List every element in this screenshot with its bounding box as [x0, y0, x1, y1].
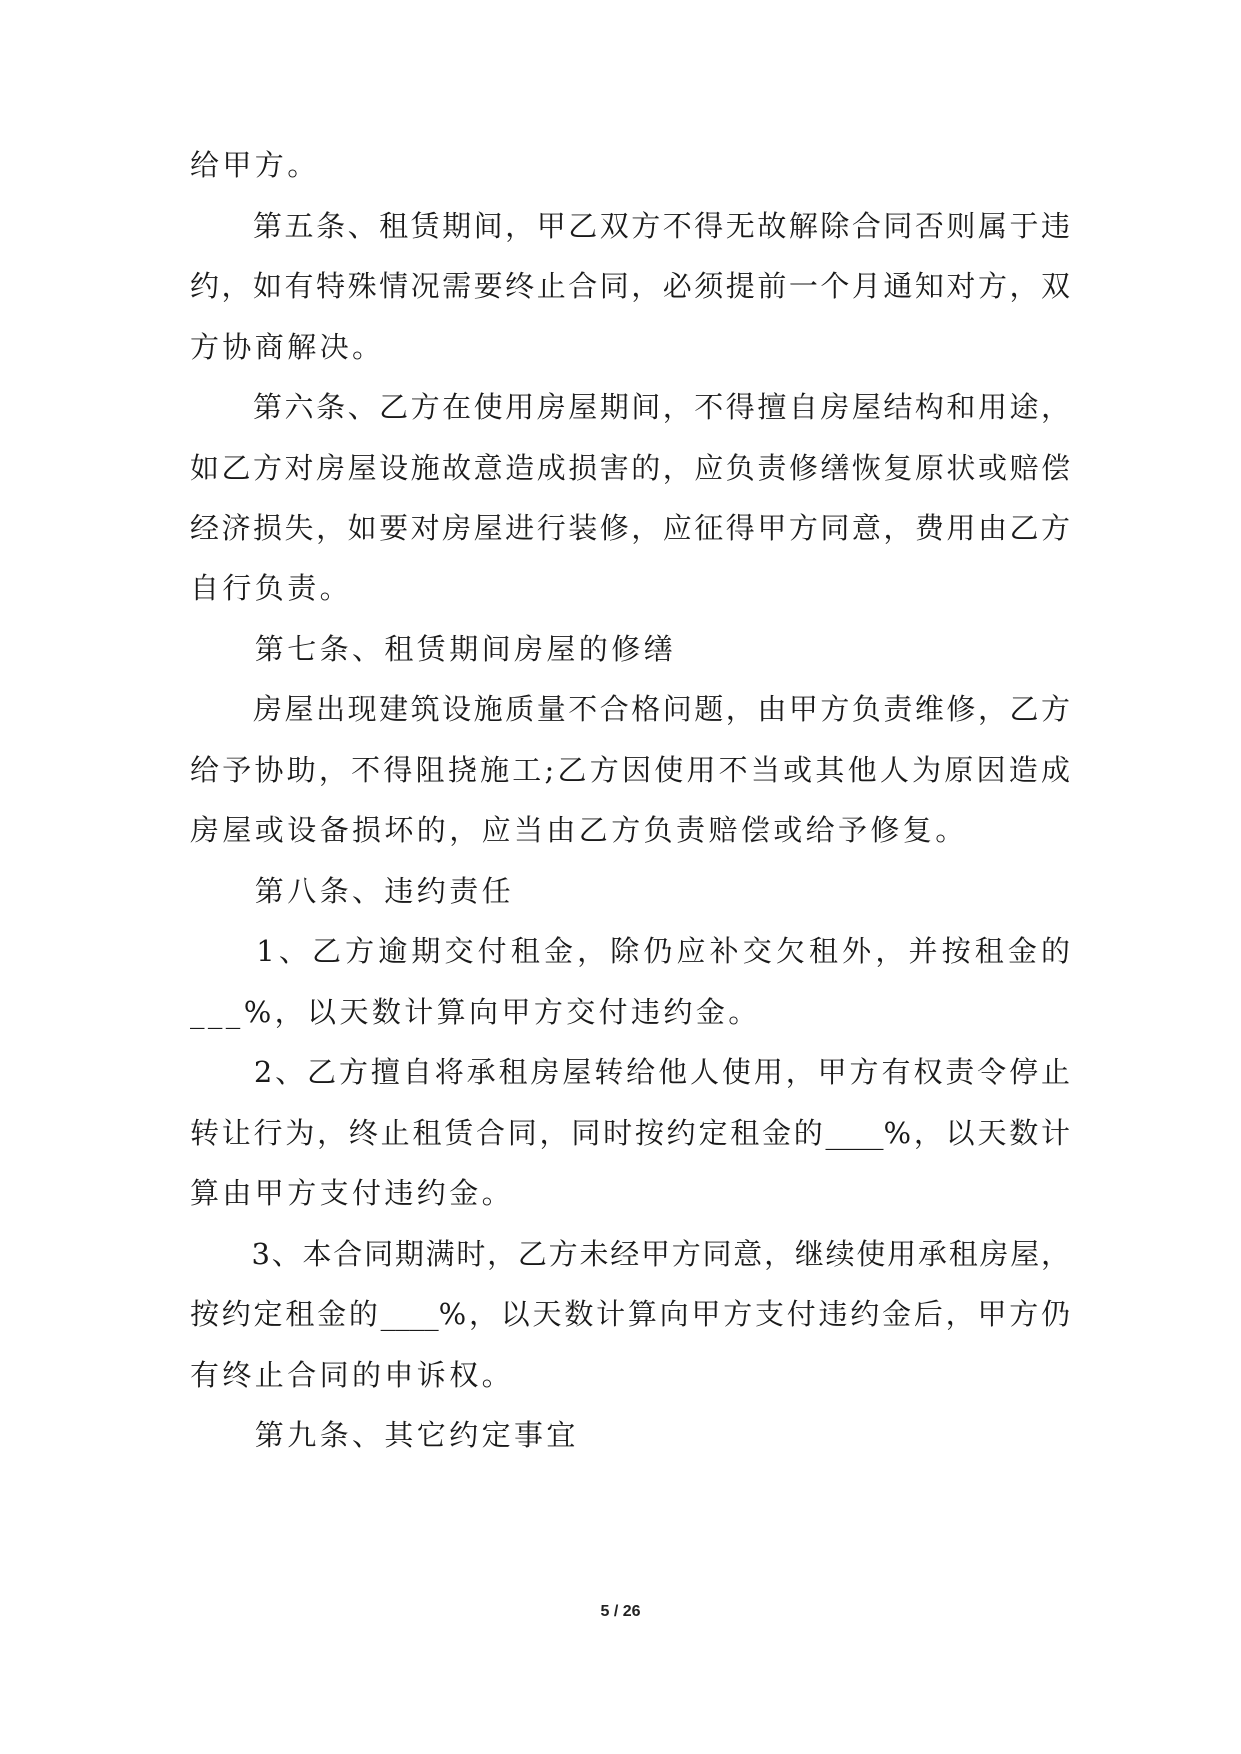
text-line: 有终止合同的申诉权。: [190, 1358, 515, 1392]
text-line: 自行负责。: [190, 571, 353, 605]
text-line: 2、乙方擅自将承租房屋转给他人使用，甲方有权责令停止: [190, 1055, 1070, 1089]
page-number: 5 / 26: [600, 1603, 641, 1620]
text-line: 房屋或设备损坏的，应当由乙方负责赔偿或给予修复。: [190, 813, 968, 847]
text-line: 转让行为，终止租赁合同，同时按约定租金的____%，以天数计: [190, 1116, 1070, 1150]
text-line: 给甲方。: [190, 148, 320, 182]
text-line: 方协商解决。: [190, 330, 385, 364]
text-line: 第八条、违约责任: [190, 874, 515, 908]
text-line: 给予协助，不得阻挠施工;乙方因使用不当或其他人为原因造成: [190, 753, 1070, 787]
text-line: 房屋出现建筑设施质量不合格问题，由甲方负责维修，乙方: [190, 692, 1070, 726]
text-line: 第九条、其它约定事宜: [190, 1418, 579, 1452]
text-line: 经济损失，如要对房屋进行装修，应征得甲方同意，费用由乙方: [190, 511, 1070, 545]
text-line: 第六条、乙方在使用房屋期间，不得擅自房屋结构和用途，: [190, 390, 1070, 424]
text-line: 3、本合同期满时，乙方未经甲方同意，继续使用承租房屋，: [190, 1237, 1070, 1271]
text-line: 约，如有特殊情况需要终止合同，必须提前一个月通知对方，双: [190, 269, 1070, 303]
text-line: 如乙方对房屋设施故意造成损害的，应负责修缮恢复原状或赔偿: [190, 451, 1070, 485]
text-line: 第七条、租赁期间房屋的修缮: [190, 632, 677, 666]
text-line: 按约定租金的____%，以天数计算向甲方支付违约金后，甲方仍: [190, 1297, 1070, 1331]
text-line: 1、乙方逾期交付租金，除仍应补交欠租外，并按租金的: [190, 934, 1070, 968]
text-line: 算由甲方支付违约金。: [190, 1176, 515, 1210]
text-line: ___%，以天数计算向甲方交付违约金。: [190, 995, 761, 1029]
text-line: 第五条、租赁期间，甲乙双方不得无故解除合同否则属于违: [190, 209, 1070, 243]
